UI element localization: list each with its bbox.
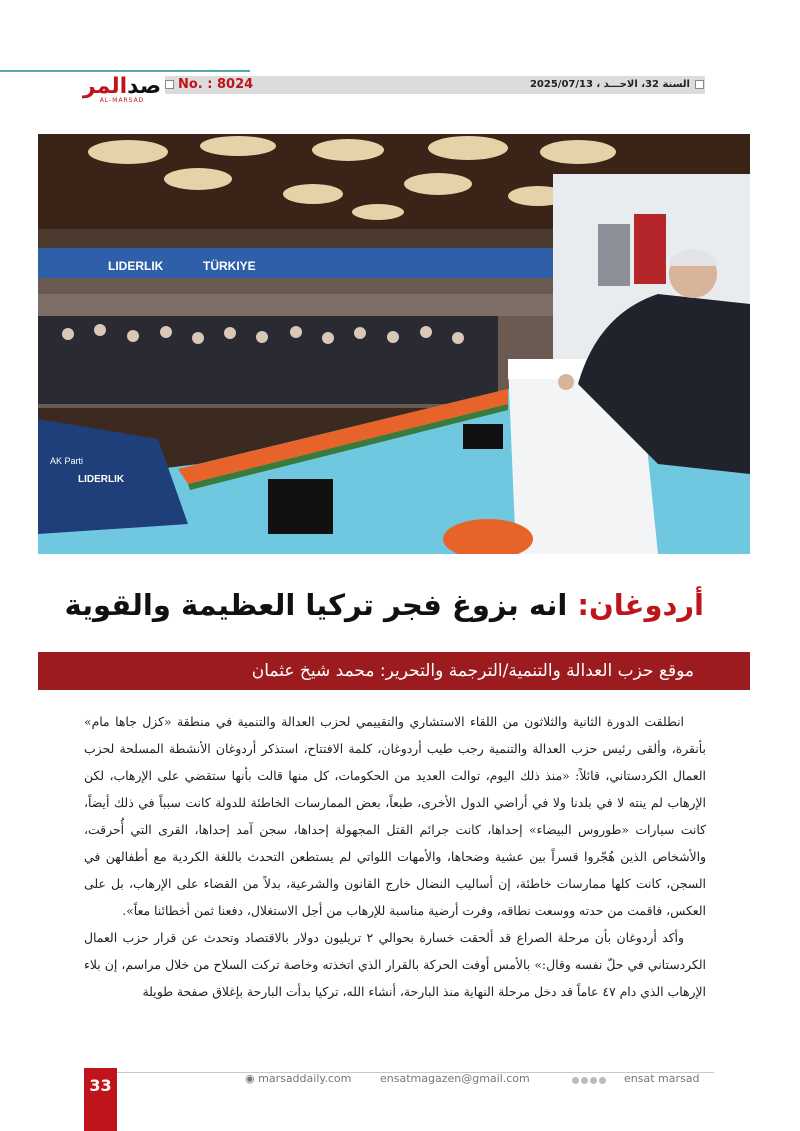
byline-text: موقع حزب العدالة والتنمية/الترجمة والتحرير: محمد شيخ عثمان [251, 661, 694, 681]
article-photo [38, 134, 750, 554]
logo-wordmark: صدالمر [82, 74, 162, 99]
top-accent-line [0, 70, 250, 72]
square-bullet-icon [165, 80, 174, 89]
title-headline: انه بزوغ فجر تركيا العظيمة والقوية [64, 588, 578, 622]
logo-subtitle: AL-MARSAD [99, 97, 145, 104]
article-paragraph: وأكد أردوغان بأن مرحلة الصراع قد ألحقت خسارة بحوالي ٢ تريليون دولار بالاقتصاد وتحدث عن قرار حزب العمال الكردستاني في حلّ نفسه وقال:» بالأمس أوفت الحركة بالقرار الذي اتخذته وخاصة تركت السلاح من خلال مراسم، إن بلاء الإرهاب الذي دام ٤٧ عاماً قد دخل مرحلة النهاية منذ البارحة، أنشاء الله، تركيا بدأت البارحة بإغلاق صفحة طويلة [84, 930, 706, 999]
speaker-hand [558, 374, 574, 390]
article-title [38, 588, 704, 622]
congress-hall-illustration [38, 134, 750, 554]
instagram-icon[interactable] [590, 1077, 597, 1084]
footer-email[interactable]: ensatmagazen@gmail.com [380, 1072, 530, 1085]
footer-website[interactable]: ◉ marsaddaily.com [245, 1072, 352, 1085]
publication-logo [82, 74, 162, 106]
facebook-icon[interactable] [572, 1077, 579, 1084]
footer-name: ensat marsad [624, 1072, 700, 1085]
article-paragraph: انطلقت الدورة الثانية والثلاثون من اللقاء الاستشاري والتقييمي لحزب العدالة والتنمية في منطقة «كزل جاها مام» بأنقرة، وألقى رئيس حزب العدالة والتنمية رجب طيب أردوغان، كلمة الافتتاح، استذكر أردوغان الأنشطة المسلحة لحزب العمال الكردستاني، قائلاً: «منذ ذلك اليوم، توالت العديد من الحكومات، كل منها قالت بأنها ستقضي على الإرهاب، لكن الإرهاب لم ينته لا في بلدنا ولا في أراضي الدول الأخرى، طبعاً، بعض الممارسات الخاطئة للدولة كانت سبباً في ذلك أيضاً، كانت سيارات «طوروس البيضاء» إحداها، كانت جرائم القتل المجهولة إحداها، سجن آمد إحداها، القرى التي أُحرقت، والأشخاص الذين هُجّروا قسراً بين عشية وضحاها، والأمهات اللواتي لم يستطعن التحدث باللغة الكردية مع أطفالهن في السجن، كانت كلها ممارسات خاطئة، إن أساليب النضال خارج القانون والشرعية، بدلاً من القضاء على الإرهاب، بل على العكس، فاقمت من حدته ووسعت نطاقه، وفرت أرضية مناسبة للإرهاب من أجل الاستغلال، دفعنا ثمن أخطائنا معاً». [84, 714, 706, 918]
dateline: السنة 32، الاحـــد ، 2025/07/13 [530, 76, 704, 94]
stage-monitor [268, 479, 333, 534]
screen-title-text: LIDERLIK [78, 474, 125, 485]
youtube-icon[interactable] [599, 1077, 606, 1084]
banner-left-text: LIDERLIK [108, 259, 164, 273]
twitter-icon[interactable] [581, 1077, 588, 1084]
screen-brand-text: AK Parti [50, 456, 84, 466]
banner-center-text: TÜRKIYE [203, 259, 256, 273]
article-body [84, 708, 706, 1005]
issue-number: No. : 8024 [165, 76, 253, 94]
stage-monitor [463, 424, 503, 449]
portrait-frame [598, 224, 630, 286]
square-bullet-icon [695, 80, 704, 89]
crowd [38, 294, 553, 404]
social-icons [572, 1074, 608, 1087]
byline-bar [38, 652, 750, 690]
flag-panel [634, 214, 666, 284]
page-number: 33 [84, 1068, 117, 1131]
title-speaker: أردوغان: [577, 588, 704, 622]
